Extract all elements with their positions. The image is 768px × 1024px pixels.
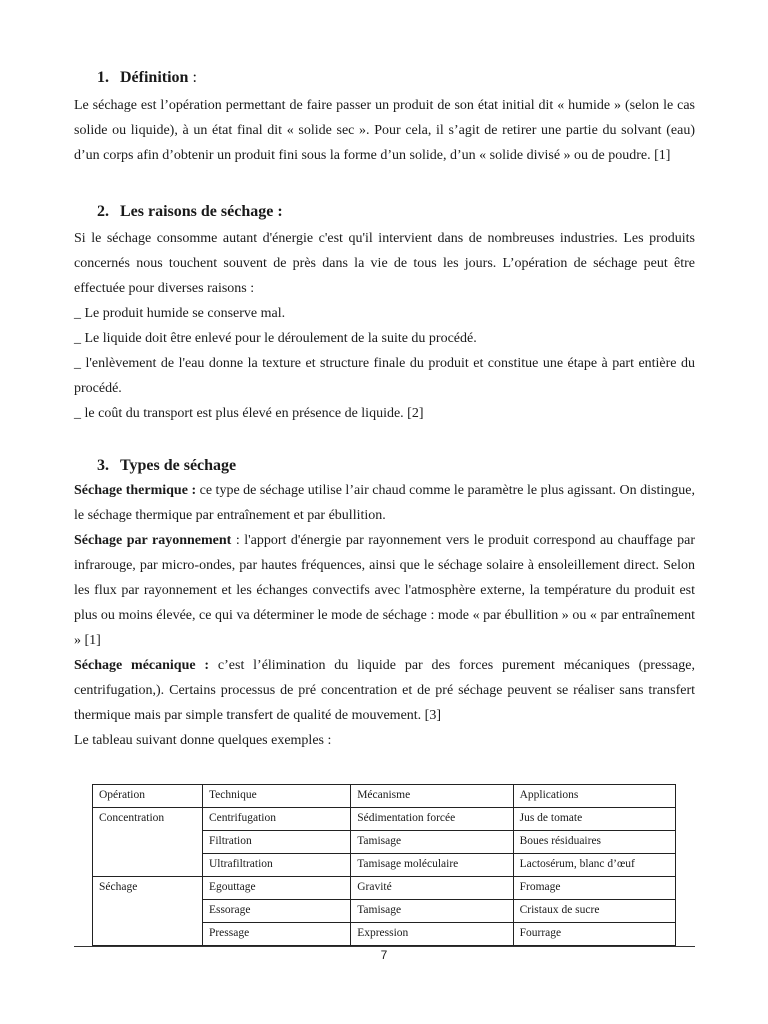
sechage-rayonnement-paragraph (74, 528, 695, 653)
examples-table (92, 784, 676, 946)
sechage-mecanique-paragraph (74, 653, 695, 728)
term-description: c’est l’élimination du liquide par des forces purement mécaniques (pressage, centrifugation,). Certains processus de pré concentration et de pré séchage peuvent se réaliser sans transfert thermique mais par simple transfert de qualité de mouvement. [3] (74, 658, 695, 723)
term-bold: Séchage mécanique : (74, 658, 210, 673)
table-cell: Cristaux de sucre (513, 900, 675, 923)
section-title: Les raisons de séchage : (120, 203, 283, 220)
table-header-cell: Mécanisme (351, 785, 513, 808)
table-header-row (93, 785, 676, 808)
sechage-thermique-paragraph (74, 478, 695, 528)
table-cell: Essorage (202, 900, 350, 923)
section-number: 1. (97, 69, 109, 86)
table-cell: Sédimentation forcée (351, 808, 513, 831)
table-header-cell: Applications (513, 785, 675, 808)
section-number: 2. (97, 203, 109, 220)
raison-item: _ le coût du transport est plus élevé en présence de liquide. [2] (74, 406, 424, 421)
table-row (93, 877, 676, 900)
table-cell: Expression (351, 923, 513, 946)
term-description: ce type de séchage utilise l’air chaud comme le paramètre le plus agissant. On distingue, le séchage thermique par entraînement et par ébullition. (74, 483, 695, 523)
table-cell: Lactosérum, blanc d’œuf (513, 854, 675, 877)
section-heading-types (74, 454, 695, 478)
table-cell: Gravité (351, 877, 513, 900)
table-cell: Ultrafiltration (202, 854, 350, 877)
table-cell: Tamisage moléculaire (351, 854, 513, 877)
footer-divider (74, 946, 695, 947)
table-intro: Le tableau suivant donne quelques exemples : (74, 733, 332, 748)
term-bold: Séchage par rayonnement (74, 533, 232, 548)
table-cell: Filtration (202, 831, 350, 854)
table-cell: Tamisage (351, 831, 513, 854)
table-cell: Tamisage (351, 900, 513, 923)
table-row (93, 808, 676, 831)
raison-item: _ l'enlèvement de l'eau donne la texture et structure finale du produit et constitue une étape à part entière du procédé. (74, 356, 695, 396)
table-cell: Centrifugation (202, 808, 350, 831)
table-cell: Pressage (202, 923, 350, 946)
table-cell: Egouttage (202, 877, 350, 900)
section-title: Définition (120, 69, 189, 86)
raison-item: _ Le liquide doit être enlevé pour le déroulement de la suite du procédé. (74, 331, 477, 346)
table-header-cell: Opération (93, 785, 203, 808)
term-description: : l'apport d'énergie par rayonnement vers le produit correspond au chauffage par infrarouge, par micro-ondes, par hautes fréquences, ainsi que le séchage solaire à ensoleillement direct. Selon les flux par rayonnement et les échanges convectifs avec l'atmosphère externe, la température du produit est plus ou moins élevée, ce qui va déterminer le mode de séchage : mode « par ébullition » ou « par entraînement » [1] (74, 533, 695, 648)
table-cell: Jus de tomate (513, 808, 675, 831)
raison-item: _ Le produit humide se conserve mal. (74, 306, 286, 321)
definition-paragraph: Le séchage est l’opération permettant de faire passer un produit de son état initial dit « humide » (selon le cas solide ou liquide), à un état final dit « solide sec ». Pour cela, il s’agit de retirer une partie du solvant (eau) d’un corps afin d’obtenir un produit fini sous la forme d’un solide, d’un « solide divisé » ou de poudre. [1] (74, 98, 695, 163)
section-heading-raisons (74, 200, 695, 224)
raisons-intro-paragraph: Si le séchage consomme autant d'énergie c'est qu'il intervient dans de nombreuses industries. Les produits concernés nous touchent souvent de près dans la vie de tous les jours. L’opération de séchage peut être effectuée pour diverses raisons : (74, 231, 695, 296)
section-heading-definition (74, 66, 695, 90)
table-cell-operation: Concentration (93, 808, 203, 877)
term-bold: Séchage thermique : (74, 483, 197, 498)
table-header-cell: Technique (202, 785, 350, 808)
table-cell-operation: Séchage (93, 877, 203, 946)
table-cell: Fourrage (513, 923, 675, 946)
page-number: 7 (380, 948, 388, 962)
table-cell: Fromage (513, 877, 675, 900)
table-cell: Boues résiduaires (513, 831, 675, 854)
section-title-suffix: : (188, 69, 197, 86)
section-number: 3. (97, 457, 109, 474)
page-content (74, 66, 695, 753)
section-title: Types de séchage (120, 457, 237, 474)
